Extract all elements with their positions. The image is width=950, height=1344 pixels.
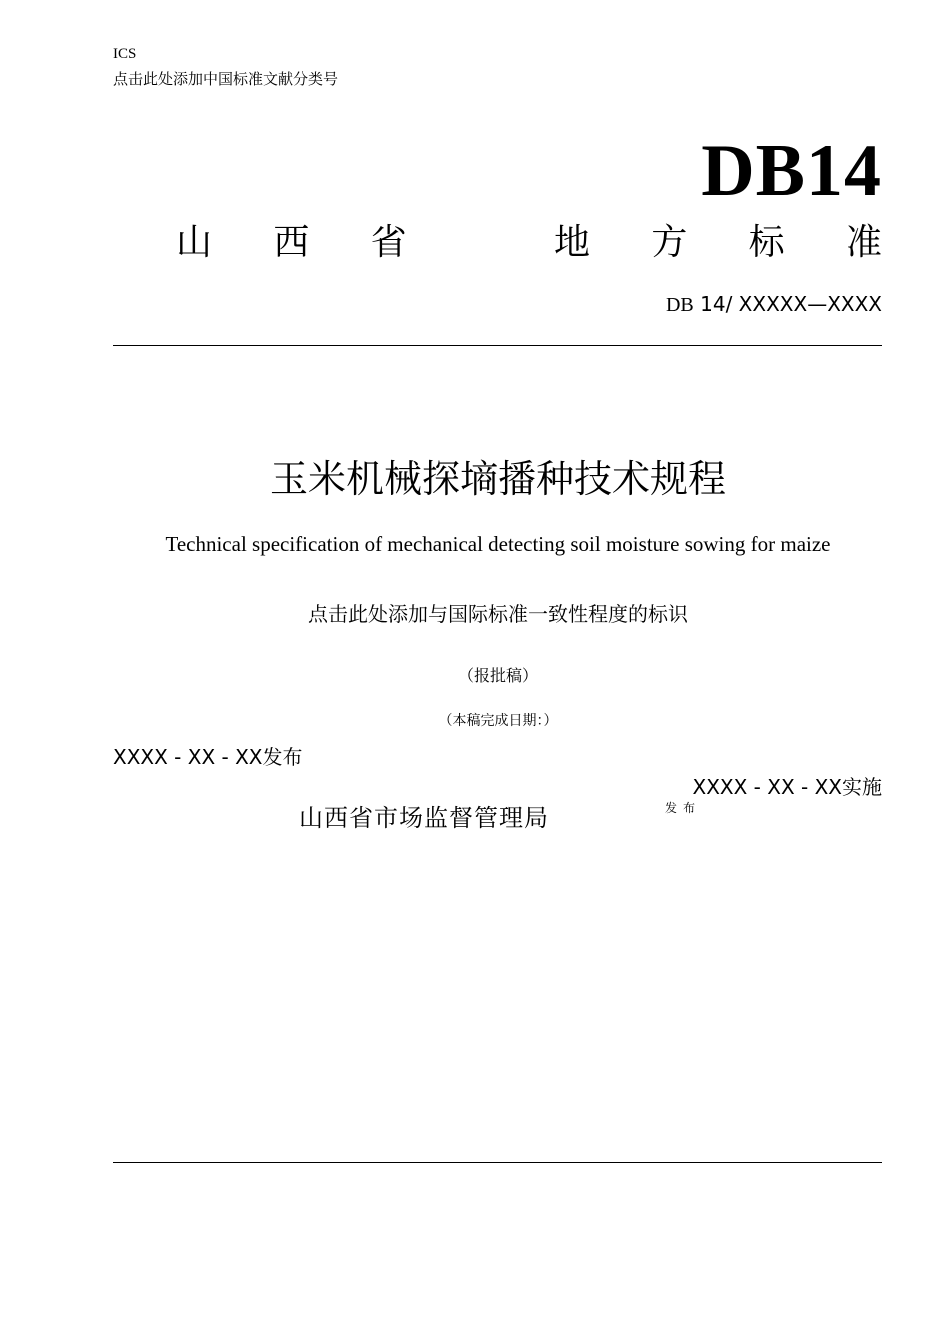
- consistency-placeholder[interactable]: 点击此处添加与国际标准一致性程度的标识: [308, 602, 688, 626]
- standard-type-char: 标: [748, 222, 785, 263]
- standard-type-char: 地: [553, 222, 590, 263]
- top-divider: [113, 345, 882, 346]
- issue-label: 发布: [665, 801, 702, 815]
- standard-type-char: 西: [273, 222, 310, 263]
- standard-type-char: 准: [845, 222, 882, 263]
- standard-number-prefix: DB: [665, 294, 694, 316]
- ics-label: ICS: [113, 46, 137, 62]
- implement-date: XXXX - XX - XX实施: [692, 775, 882, 799]
- standard-type-char: 山: [176, 222, 213, 263]
- document-title-english: Technical specification of mechanical detecting soil moisture sowing for maize: [165, 532, 831, 556]
- standard-type-char: 省: [370, 222, 407, 263]
- classification-placeholder[interactable]: 点击此处添加中国标准文献分类号: [113, 70, 339, 88]
- bottom-divider: [113, 1162, 882, 1163]
- standard-type-char: 方: [651, 222, 688, 263]
- standard-code: DB14: [701, 130, 882, 212]
- publish-date: XXXX - XX - XX发布: [113, 745, 303, 769]
- document-title-chinese: 玉米机械探墒播种技术规程: [269, 457, 726, 501]
- completion-date: （本稿完成日期：）: [438, 713, 558, 729]
- draft-status: （报批稿）: [457, 666, 538, 685]
- standard-number-value: 14/ XXXXX—XXXX: [693, 292, 882, 316]
- issuing-authority: 山西省市场监督管理局: [299, 804, 549, 832]
- standard-number: [666, 292, 882, 317]
- standard-type-heading: [176, 220, 882, 266]
